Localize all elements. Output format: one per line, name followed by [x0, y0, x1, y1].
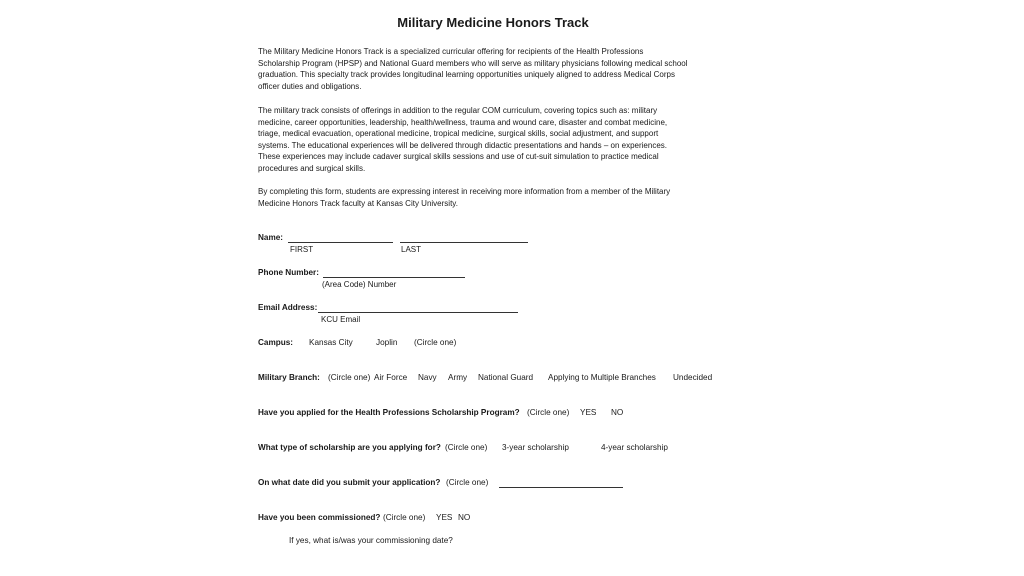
- text-line: systems. The educational experiences will be delivered through didactic presentations and hands – on experiences.: [258, 140, 667, 150]
- branch-note: (Circle one): [328, 373, 371, 382]
- consent-paragraph: [258, 186, 728, 209]
- branch-option-multiple[interactable]: Applying to Multiple Branches: [548, 373, 656, 382]
- branch-option-undecided[interactable]: Undecided: [673, 373, 713, 382]
- scholarship-note: (Circle one): [445, 443, 488, 452]
- text-line: Scholarship Program (HPSP) and National Guard members who will serve as military physicians following medical school: [258, 58, 688, 68]
- branch-option-army[interactable]: Army: [448, 373, 468, 382]
- application-date-field[interactable]: [499, 487, 623, 488]
- phone-label: Phone Number:: [258, 268, 319, 277]
- campus-option-joplin[interactable]: Joplin: [376, 338, 398, 347]
- hpsp-option-yes[interactable]: YES: [580, 408, 597, 417]
- branch-option-air-force[interactable]: Air Force: [374, 373, 408, 382]
- phone-field[interactable]: [323, 277, 465, 278]
- last-name-field[interactable]: [400, 242, 528, 243]
- first-name-field[interactable]: [288, 242, 393, 243]
- text-line: By completing this form, students are expressing interest in receiving more information from a member of the Military: [258, 187, 671, 196]
- commissioning-date-question: If yes, what is/was your commissioning date?: [289, 536, 453, 545]
- text-line: procedures and surgical skills.: [258, 163, 366, 173]
- text-line: medicine, career opportunities, leadership, health/wellness, trauma and wound care, disaster and combat medicine,: [258, 117, 668, 127]
- commissioned-question: Have you been commissioned?: [258, 513, 381, 522]
- text-line: triage, medical evacuation, operational medicine, tropical medicine, surgical skills, social adjustment, and support: [258, 129, 659, 138]
- campus-option-kansas-city[interactable]: Kansas City: [309, 338, 353, 347]
- commissioned-option-no[interactable]: NO: [458, 513, 471, 522]
- text-line: Medicine Honors Track faculty at Kansas City University.: [258, 198, 458, 208]
- page-title: Military Medicine Honors Track: [397, 15, 589, 30]
- first-name-hint: FIRST: [290, 245, 314, 254]
- branch-option-national-guard[interactable]: National Guard: [478, 373, 534, 382]
- phone-hint: (Area Code) Number: [322, 280, 397, 289]
- text-line: officer duties and obligations.: [258, 81, 362, 91]
- commissioned-option-yes[interactable]: YES: [436, 513, 453, 522]
- text-line: The military track consists of offerings in addition to the regular COM curriculum, covering topics such as: military: [258, 106, 658, 115]
- hpsp-note: (Circle one): [527, 408, 570, 417]
- name-label: Name:: [258, 233, 284, 242]
- campus-label: Campus:: [258, 338, 294, 347]
- email-hint: KCU Email: [321, 315, 361, 324]
- intro-paragraph: [258, 46, 728, 92]
- date-note: (Circle one): [446, 478, 489, 487]
- hpsp-option-no[interactable]: NO: [611, 408, 624, 417]
- scholarship-option-3-year[interactable]: 3-year scholarship: [502, 443, 569, 452]
- hpsp-question: Have you applied for the Health Professions Scholarship Program?: [258, 408, 520, 417]
- email-field[interactable]: [318, 312, 518, 313]
- scholarship-option-4-year[interactable]: 4-year scholarship: [601, 443, 668, 452]
- commissioned-note: (Circle one): [383, 513, 426, 522]
- branch-option-navy[interactable]: Navy: [418, 373, 437, 382]
- campus-note: (Circle one): [414, 338, 457, 347]
- email-label: Email Address:: [258, 303, 318, 312]
- text-line: graduation. This specialty track provides longitudinal learning opportunities uniquely aligned to address Medical Corps: [258, 70, 675, 79]
- curriculum-paragraph: [258, 105, 728, 174]
- scholarship-question: What type of scholarship are you applying for?: [258, 443, 441, 452]
- text-line: The Military Medicine Honors Track is a specialized curricular offering for recipients of the Health Professions: [258, 47, 644, 56]
- date-question: On what date did you submit your application?: [258, 478, 441, 487]
- last-name-hint: LAST: [401, 245, 422, 254]
- text-line: These experiences may include cadaver surgical skills sessions and use of cut-suit simulation to practice medical: [258, 152, 659, 161]
- branch-label: Military Branch:: [258, 373, 320, 382]
